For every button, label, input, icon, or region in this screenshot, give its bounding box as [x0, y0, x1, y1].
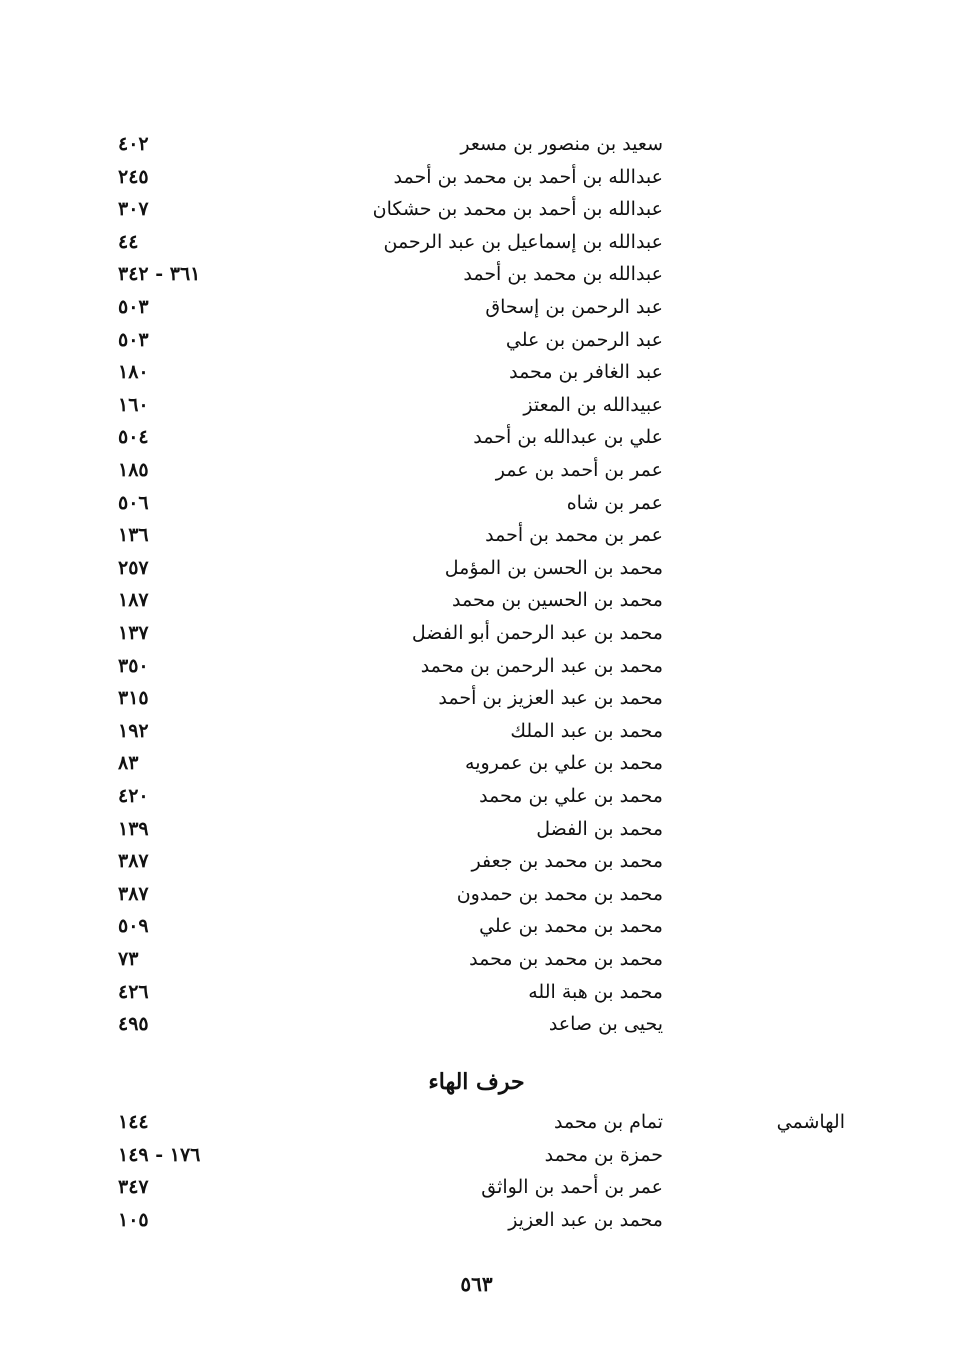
- entry-pages: ١٩٢: [118, 719, 149, 742]
- entry-pages: ٣٤٧: [118, 1176, 149, 1199]
- index-entry: [0, 487, 953, 519]
- index-entry: [0, 356, 953, 388]
- index-entry: [0, 389, 953, 421]
- index-entry: [0, 421, 953, 453]
- entry-pages: ١٣٧: [118, 622, 149, 644]
- entry-pages: ٣٠٧: [118, 198, 149, 221]
- entry-name: محمد بن عبد الرحمن أبو الفضل: [411, 622, 663, 644]
- entry-pages: ١٣٦: [118, 524, 149, 547]
- entry-name: يحيى بن صاعد: [548, 1013, 663, 1036]
- entry-name: محمد بن محمد بن علي: [479, 915, 663, 938]
- index-entry: [0, 682, 953, 714]
- entry-pages: ٥٠٤: [118, 426, 149, 449]
- index-entry: [0, 519, 953, 551]
- entry-pages: ١٦٠: [118, 393, 149, 416]
- entry-pages: ١٨٥: [118, 459, 149, 481]
- entry-pages: ٤٢٠: [118, 785, 149, 807]
- index-entry: [0, 878, 953, 910]
- index-entry: [0, 1204, 953, 1236]
- entry-name: محمد بن علي بن محمد: [479, 785, 663, 807]
- entry-pages: ٥٠٦: [118, 491, 149, 514]
- index-entry: [0, 258, 953, 290]
- entry-name: محمد بن محمد بن حمدون: [456, 882, 663, 905]
- entry-name: سعيد بن منصور بن مسعر: [460, 133, 663, 155]
- index-entry: [0, 552, 953, 584]
- entry-name: محمد بن عبد الملك: [510, 719, 663, 742]
- entry-name: حمزة بن محمد: [544, 1143, 663, 1166]
- entry-name: تمام بن محمد: [553, 1111, 663, 1133]
- entry-name: عبدالله بن إسماعيل بن عبد الرحمن: [383, 230, 663, 253]
- entry-pages: ١٨٠: [118, 361, 149, 384]
- entry-name: عبدالله بن محمد بن أحمد: [463, 263, 663, 286]
- index-entry: [0, 845, 953, 877]
- entry-name: عبد الغافر بن محمد: [509, 361, 663, 384]
- entry-name: عبدالله بن أحمد بن محمد بن أحمد: [393, 165, 663, 188]
- index-entry: [0, 976, 953, 1008]
- entry-name: علي بن عبدالله بن أحمد: [473, 426, 663, 449]
- entry-name: عمر بن محمد بن أحمد: [485, 524, 663, 547]
- entry-pages: ٤٩٥: [118, 1013, 149, 1036]
- entry-name: محمد بن الحسين بن محمد: [452, 589, 663, 612]
- entry-name: محمد بن هبة الله: [528, 980, 663, 1003]
- entry-name: عبد الرحمن بن علي: [505, 328, 663, 351]
- index-entry: [0, 161, 953, 193]
- group-label: الهاشمي: [776, 1111, 845, 1133]
- entry-pages: ١٤٤: [118, 1111, 149, 1133]
- entry-pages: ٤٤: [118, 230, 139, 253]
- entry-pages: ١٨٧: [118, 589, 149, 612]
- entry-name: محمد بن الفضل: [536, 817, 663, 840]
- index-entry: [0, 1106, 953, 1138]
- index-entry: [0, 715, 953, 747]
- entry-pages: ٣٨٧: [118, 882, 149, 905]
- entry-name: محمد بن محمد بن محمد: [469, 948, 663, 970]
- entry-pages: ١٠٥: [118, 1208, 149, 1231]
- index-entry: [0, 193, 953, 225]
- entry-pages: ٥٠٩: [118, 915, 149, 938]
- index-entry: [0, 943, 953, 975]
- index-entry: [0, 650, 953, 682]
- index-entry: [0, 813, 953, 845]
- entry-pages: ٢٤٥: [118, 165, 149, 188]
- entry-pages: ٤٠٢: [118, 133, 149, 155]
- entry-name: محمد بن محمد بن جعفر: [471, 850, 663, 873]
- entry-name: عبد الرحمن بن إسحاق: [485, 296, 663, 318]
- entry-pages: ٨٣: [118, 752, 139, 775]
- entry-name: محمد بن علي بن عمرويه: [465, 752, 663, 775]
- entry-pages: ١٧٦ - ١٤٩: [118, 1143, 201, 1166]
- entry-pages: ٢٥٧: [118, 556, 149, 579]
- index-entry: [0, 128, 953, 160]
- entry-name: محمد بن عبد العزيز بن أحمد: [438, 687, 663, 710]
- index-entry: [0, 910, 953, 942]
- index-entry: [0, 324, 953, 356]
- entry-pages: ٥٠٣: [118, 296, 149, 318]
- index-entry: [0, 747, 953, 779]
- entry-name: عمر بن أحمد بن عمر: [495, 459, 663, 481]
- entry-pages: ٤٢٦: [118, 980, 149, 1003]
- entry-pages: ٧٣: [118, 948, 139, 970]
- entry-name: محمد بن الحسن بن المؤمل: [444, 556, 663, 579]
- entry-name: عبيدالله بن المعتز: [523, 393, 663, 416]
- entry-pages: ٣١٥: [118, 687, 149, 710]
- entry-name: عبدالله بن أحمد بن محمد بن حشكان: [372, 198, 663, 221]
- index-entry: [0, 584, 953, 616]
- entry-name: محمد بن عبد العزيز: [508, 1208, 663, 1231]
- entry-pages: ١٣٩: [118, 817, 149, 840]
- index-entry: [0, 226, 953, 258]
- page-number: ٥٦٣: [460, 1272, 493, 1296]
- index-entry: [0, 1008, 953, 1040]
- index-entry: [0, 291, 953, 323]
- index-entry: [0, 780, 953, 812]
- index-entry: [0, 1171, 953, 1203]
- section-heading: حرف الهاء: [428, 1069, 525, 1095]
- index-entry: [0, 454, 953, 486]
- entry-pages: ٥٠٣: [118, 328, 149, 351]
- entry-pages: ٣٥٠: [118, 654, 149, 677]
- entry-name: محمد بن عبد الرحمن بن محمد: [420, 654, 663, 677]
- entry-pages: ٣٦١ - ٣٤٢: [118, 263, 201, 286]
- entry-name: عمر بن شاه: [566, 491, 663, 514]
- entry-pages: ٣٨٧: [118, 850, 149, 873]
- index-entry: [0, 1139, 953, 1171]
- index-entry: [0, 617, 953, 649]
- entry-name: عمر بن أحمد بن الواثق: [481, 1176, 663, 1199]
